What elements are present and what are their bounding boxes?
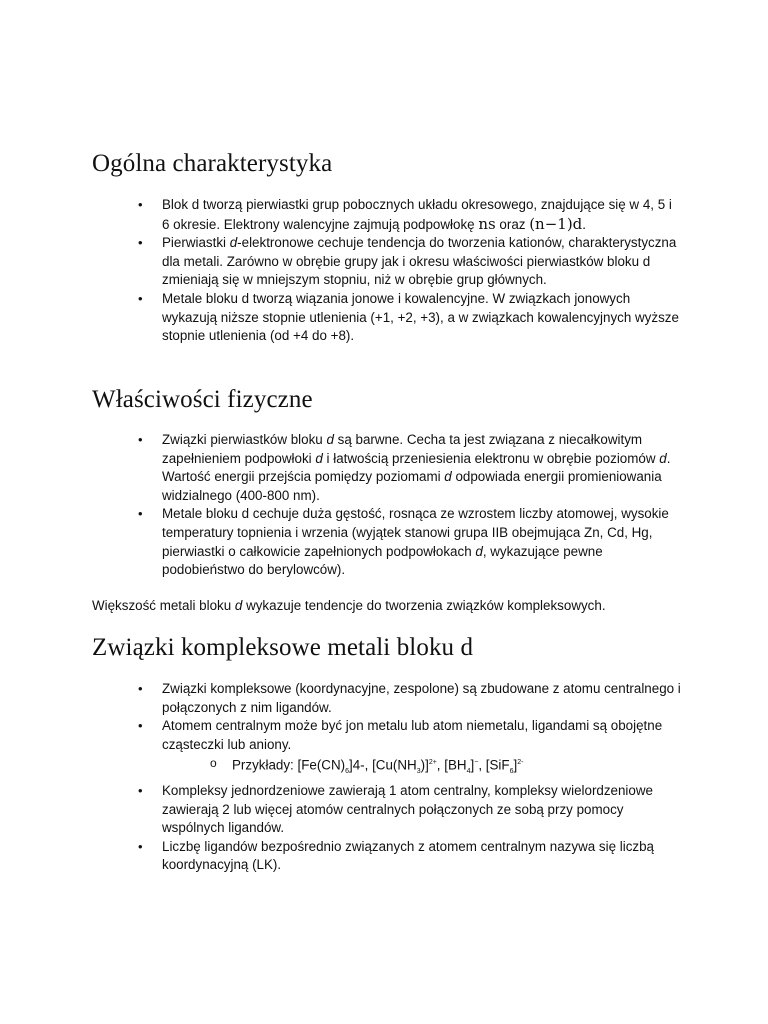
bullet-text: Liczbę ligandów bezpośrednio związanych z atomem centralnym nazywa się liczbą koordynacyjną (LK). <box>162 838 654 873</box>
paragraph-kompleksy <box>92 597 692 615</box>
formula-sup: 2+ <box>428 759 437 767</box>
examples-label: Przykłady: <box>232 757 298 773</box>
list-item <box>162 782 682 838</box>
bullet-list-wlasciwosci <box>162 431 682 580</box>
formula-part: [BH <box>444 757 467 773</box>
formula-part: , <box>436 757 445 773</box>
formula-part: )] <box>420 757 429 773</box>
list-item <box>162 680 682 717</box>
bullet-text: Związki pierwiastków bloku <box>162 432 327 447</box>
italic-d: d <box>315 450 323 466</box>
formula-part: ] <box>513 757 518 773</box>
bullet-text: Atomem centralnym może być jon metalu lub atom niemetalu, ligandami są obojętne cząsteczki lub aniony. <box>162 718 663 752</box>
italic-d: d <box>475 543 483 559</box>
math-n-1-d: (n−1)d <box>529 214 583 233</box>
bullet-text: . <box>582 216 587 232</box>
formula-sup: 2- <box>517 759 524 767</box>
heading-wlasciwosci-fizyczne: Właściwości fizyczne <box>92 386 313 413</box>
list-item <box>162 838 682 875</box>
paragraph-text: Większość metali bloku <box>92 598 235 613</box>
italic-d: d <box>234 598 243 613</box>
formula-sub: 3 <box>416 768 421 776</box>
formula-sub: 6 <box>345 768 349 776</box>
heading-ogolna-charakterystyka: Ogólna charakterystyka <box>92 150 333 177</box>
italic-d: d <box>326 432 334 447</box>
bullet-text: Związki kompleksowe (koordynacyjne, zespolone) są zbudowane z atomu centralnego i połączonych z nim ligandów. <box>162 681 681 715</box>
sub-list-item <box>162 754 682 782</box>
bullet-text: . Wartość energii przejścia pomiędzy poziomami <box>162 450 671 485</box>
heading-zwiazki-kompleksowe: Związki kompleksowe metali bloku d <box>92 634 474 661</box>
formula-part: ]4-, <box>349 757 373 773</box>
paragraph-text: wykazuje tendencje do tworzenia związków kompleksowych. <box>242 598 606 613</box>
formula-part: [Cu(NH <box>372 757 417 773</box>
bullet-text: i łatwością przeniesienia elektronu w obrębie poziomów <box>322 450 660 466</box>
bullet-text: -elektronowe cechuje tendencja do tworzenia kationów, charakterystyczna dla metali. Zarówno w obrębie grupy jak i okresu właściwości pierwiastków bloku d zmieniają się w mniejszym stopniu, niż w obrębie grup głównych. <box>162 235 677 288</box>
italic-d: d <box>444 469 452 485</box>
bullet-text: Metale bloku d cechuje duża gęstość, rosnąca ze wzrostem liczby atomowej, wysokie temperatury topnienia i wrzenia (wyjątek stanowi grupa IIB obejmująca Zn, Cd, Hg, pierwiastki o całkowicie zapełnionych podpowłokach <box>162 506 669 559</box>
math-ns: ns <box>478 214 496 233</box>
bullet-text: Kompleksy jednordzeniowe zawierają 1 atom centralny, kompleksy wielordzeniowe zawierają 2 lub więcej atomów centralnych połączonych ze sobą przy pomocy wspólnych ligandów. <box>162 783 653 836</box>
bullet-text: Metale bloku d tworzą wiązania jonowe i kowalencyjne. W związkach jonowych wykazują niższe stopnie utlenienia (+1, +2, +3), a w związkach kowalencyjnych wyższe stopnie utlenienia (od +4 do +8). <box>162 290 679 344</box>
bullet-text: , wykazujące pewne podobieństwo do berylowców). <box>162 543 603 578</box>
bullet-text: są barwne. Cecha ta jest związana z niecałkowitym zapełnieniem podpowłoki <box>162 432 643 466</box>
list-item <box>162 505 682 579</box>
bullet-text: oraz <box>495 216 530 232</box>
italic-d: d <box>659 450 667 466</box>
list-item <box>162 717 682 754</box>
formula-part: , <box>478 757 486 773</box>
list-item <box>162 196 682 234</box>
formula-part: [SiF <box>485 757 510 773</box>
formula-part: [Fe(CN) <box>297 757 346 773</box>
bullet-text: Pierwiastki <box>162 235 230 251</box>
formula-sub: 6 <box>509 768 514 776</box>
list-item <box>162 234 682 290</box>
bullet-text: Blok d tworzą pierwiastki grup pobocznych układu okresowego, znajdujące się w 4, 5 i 6 okresie. Elektrony walencyjne zajmują podpowłokę <box>162 197 672 232</box>
bullet-text: odpowiada energii promieniowania widzialnego (400-800 nm). <box>162 469 662 503</box>
formula-sup: − <box>474 759 479 767</box>
bullet-list-kompleksowe <box>162 680 682 875</box>
italic-d: d <box>229 235 238 251</box>
formula-sub: 4 <box>466 768 471 776</box>
list-item <box>162 431 682 505</box>
bullet-list-ogolna <box>162 196 682 346</box>
formula-part: ] <box>470 757 475 773</box>
list-item <box>162 290 682 346</box>
